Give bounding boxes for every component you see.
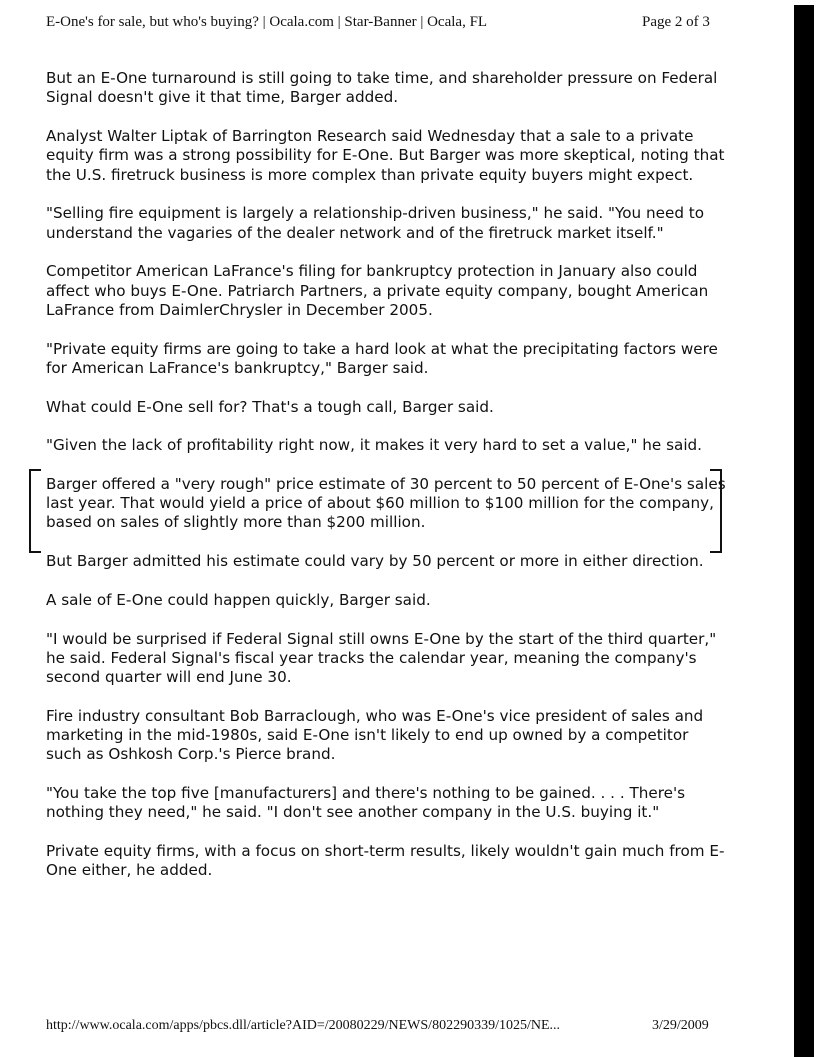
article-paragraph: But an E-One turnaround is still going to take time, and shareholder pressure on Federal Signal doesn't give it that time, Barger added. <box>46 69 718 107</box>
page-number: Page 2 of 3 <box>642 14 710 30</box>
article-paragraph: "You take the top five [manufacturers] and there's nothing to be gained. . . . There's nothing they need," he said. "I don't see another company in the U.S. buying it." <box>46 784 686 822</box>
article-paragraph: Fire industry consultant Bob Barraclough, who was E-One's vice president of sales and marketing in the mid-1980s, said E-One isn't likely to end up owned by a competitor such as Oshkosh Corp.'s Pierce brand. <box>46 706 704 764</box>
article-paragraph: "I would be surprised if Federal Signal still owns E-One by the start of the third quarter," he said. Federal Signal's fiscal year tracks the calendar year, meaning the company's second quarter will end June 30. <box>46 629 717 687</box>
right-bracket-mark <box>710 469 722 553</box>
article-paragraph: Private equity firms, with a focus on short-term results, likely wouldn't gain much from E-One either, he added. <box>46 842 725 880</box>
article-paragraph: "Selling fire equipment is largely a relationship-driven business," he said. "You need to understand the vagaries of the dealer network and of the firetruck market itself." <box>46 204 705 242</box>
article-paragraph: A sale of E-One could happen quickly, Barger said. <box>46 590 431 609</box>
article-body <box>46 69 726 900</box>
article-paragraph: Analyst Walter Liptak of Barrington Research said Wednesday that a sale to a private equity firm was a strong possibility for E-One. But Barger was more skeptical, noting that the U.S. firetruck business is more complex than private equity buyers might expect. <box>46 126 725 184</box>
article-paragraph: "Given the lack of profitability right now, it makes it very hard to set a value," he said. <box>46 436 703 455</box>
left-bracket-mark <box>29 469 41 553</box>
article-paragraph-highlighted: Barger offered a "very rough" price estimate of 30 percent to 50 percent of E-One's sales last year. That would yield a price of about $60 million to $100 million for the company, based on sales of slightly more than $200 million. <box>46 474 726 532</box>
footer-url: http://www.ocala.com/apps/pbcs.dll/article?AID=/20080229/NEWS/802290339/1025/NE... <box>46 1018 561 1033</box>
page-header-title: E-One's for sale, but who's buying? | Ocala.com | Star-Banner | Ocala, FL <box>46 14 488 30</box>
article-paragraph: "Private equity firms are going to take a hard look at what the precipitating factors were for American LaFrance's bankruptcy," Barger said. <box>46 339 718 377</box>
footer-date: 3/29/2009 <box>652 1018 709 1033</box>
bracketed-passage <box>46 475 726 533</box>
article-paragraph: What could E-One sell for? That's a tough call, Barger said. <box>46 397 494 416</box>
article-paragraph: But Barger admitted his estimate could vary by 50 percent or more in either direction. <box>46 552 704 571</box>
scan-edge-bar <box>794 5 814 1057</box>
article-paragraph: Competitor American LaFrance's filing for bankruptcy protection in January also could affect who buys E-One. Patriarch Partners, a private equity company, bought American LaFrance from DaimlerChrysler in December 2005. <box>46 262 709 319</box>
